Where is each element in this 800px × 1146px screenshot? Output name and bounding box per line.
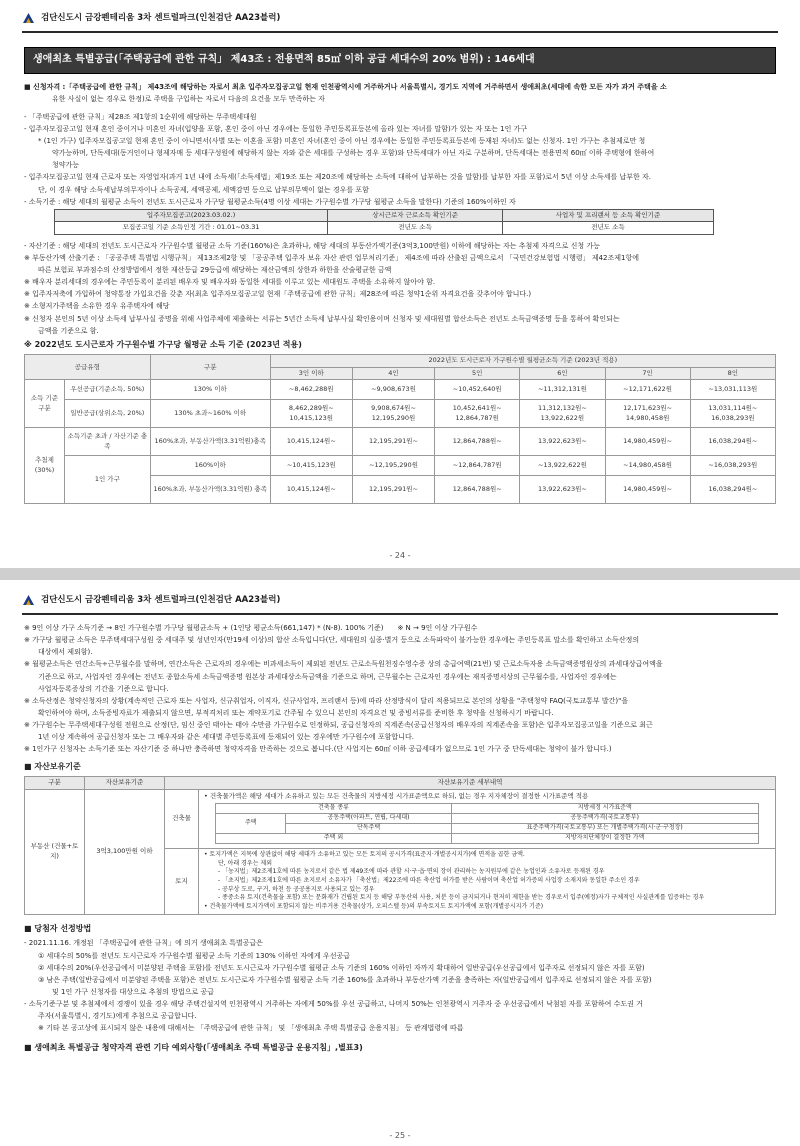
table-header: 3인 이하 [270,367,352,379]
text-line: - 종중소유 토지(건축물을 포함) 또는 문화재가 건립된 토지 등 해당 부동산의 사용, 처분 등이 금지되거나 현저히 제한을 받는 경우로서 입주(예정)자가 구체적인 사실관계를 입증하는 경우 [218,894,705,902]
exception-title: ■ 생애최초 특별공급 청약자격 관련 기타 예외사항(「생애최초 주택 특별공급 운용지침」,별표3) [24,1042,363,1052]
table-cell: 공동주택(아파트, 연립, 다세대) [286,813,451,823]
table-cell: 모집공고일 기준 소득인정 기간 : 01.01~03.31 [55,222,328,234]
table-cell: 부동산 (건물+토지) [25,789,85,914]
table-header: 입주자모집공고(2023.03.02.) [55,209,328,221]
income-standard-table [24,354,776,504]
table-header: 공급유형 [25,355,151,380]
text-line: 사업자등록증상의 기간을 기준으로 합니다. [38,684,169,693]
text-line: 및 1인 가구 신청자를 대상으로 추첨의 방법으로 공급 [52,987,215,996]
page-header [0,590,800,610]
eligibility-text [0,82,800,207]
table-cell: 130% 이하 [150,380,270,400]
text-line: - 「농지법」제2조제1호에 따른 농지로서 같은 법 제49조에 따라 관할 시·구·읍·면의 장이 관리하는 농지원부에 같은 농업인과 소유자로 등재된 경우 [218,868,605,876]
table-cell: 160%초과, 부동산가액(3.31억원)충족 [150,428,270,456]
table-cell: ~12,195,290원 [352,456,434,476]
text-line: 청약가능 [52,161,80,170]
income-period-table [54,209,714,235]
table-header: 구분 [150,355,270,380]
text-line: ※ 소득산정은 청약신청자의 상황(계속적인 근로자 또는 사업자, 신규취업자, 이직자, 신규사업자, 프리랜서 등)에 따라 산정방식이 달리 적용되므로 본인의 상황을 "주택청약 FAQ(국토교통부 발간)"을 [24,696,629,705]
text-line: - 「주택공급에 관한 규칙」제28조 제1항의 1순위에 해당하는 무주택세대원 [24,112,257,121]
table-cell: ~11,312,131원 [520,380,605,400]
text-line: 단, 아래 경우는 제외 [218,859,272,867]
table-cell: ~12,864,787원 [435,456,520,476]
table-header: 2022년도 도시근로자 가구원수별 월평균소득 기준 (2023년 적용) [270,355,775,367]
text-line: ※ 가구원수는 무주택세대구성원 전원으로 산정(단, 임신 중인 태아는 태아 수만큼 가구원수로 인정하되, 공급신청자의 직계존속(공급신청자의 배우자의 직계존속을 포함)은 입주자모집공고일을 기준으로 최근 [24,721,653,730]
text-line: ※ 월평균소득은 연간소득÷근무월수를 말하며, 연간소득은 근로자의 경우에는 비과세소득이 제외된 전년도 근로소득원천징수영수증 상의 총급여액(21번) 및 근로소득자용 소득금액증명원상의 과세대상급여액을 [24,660,663,669]
text-line: ② 세대수의 20%(우선공급에서 미분양된 주택을 포함)를 전년도 도시근로자 가구원수별 월평균 소득 기준의 160% 이하인 자까지 확대하여 일반공급(우선공급에서 입주자로 선정되지 않은 자를 포함) [38,963,645,972]
table-cell: 단독주택 [286,823,451,833]
text-line: ③ 남은 주택(일반공급에서 미분양된 주택을 포함)은 전년도 도시근로자 가구원수별 월평균 소득 기준 160%를 초과하나 부동산가액 기준을 충족하는 자(일반공급에서 입주자로 선정되지 않은 자를 포함) [38,975,652,984]
text-line: - 소득기준 : 해당 세대의 월평균 소득이 전년도 도시근로자 가구당 월평균소득(4명 이상 세대는 가구원수별 가구당 월평균 소득을 말한다) 기준의 160%이하인 자 [24,197,516,206]
text-line: 유한 사실이 없는 경우로 한정)로 주택을 구입하는 자로서 다음의 요건을 모두 만족하는 자 [52,94,325,103]
table-cell: 전년도 소득 [328,222,503,234]
table-cell: 주택 외 [216,833,451,843]
table-cell: 13,922,623원~ [520,476,605,504]
table-cell: 10,415,124원~ [270,428,352,456]
table-row [25,456,776,476]
header-rule [22,613,778,615]
text-line: 따른 보험료 부과점수의 산정방법에서 정한 재산등급 29등급에 해당하는 재산금액의 상한과 하한을 산술평균한 금액 [38,266,392,275]
section-banner: 생애최초 특별공급(「주택공급에 관한 규칙」 제43조 : 전용면적 85㎡ 이하 공급 세대수의 20% 범위) : 146세대 [24,47,776,74]
table-cell: 일반공급(상위소득, 20%) [65,400,151,428]
text-line: ※ 1인가구 신청자는 소득기준 또는 자산기준 중 하나만 충족하면 청약자격을 만족하는 것으로 봅니다.(단 사업지는 60㎡ 이하 공급세대가 없으므로 1인 가구 중 단독세대는 청약이 불가 합니다.) [24,745,612,754]
text-line: ① 세대수의 50%를 전년도 도시근로자 가구원수별 월평균 소득 기준의 130% 이하인 자에게 우선공급 [38,951,350,960]
table-cell: ~10,415,123원 [270,456,352,476]
table-row [25,428,776,456]
page-number: - 25 - [389,1131,411,1141]
table-cell: 14,980,459원~ [605,476,690,504]
table-header: 자산보유기준 [85,777,165,789]
table-cell: ~8,462,288원 [270,380,352,400]
table-header: 구분 [25,777,85,789]
text-line: - 자산기준 : 해당 세대의 전년도 도시근로자 가구원수별 월평균 소득 기준(160%)은 초과하나, 해당 세대의 부동산가액기준(3억3,100만원) 이하에 해당하는 자는 추첨제 자격으로 신청 가능 [24,241,600,250]
table-cell: 소득 기준 구분 [25,380,65,428]
table-cell: 소득기준 초과 / 자산기준 충족 [65,428,151,456]
table-cell: 9,908,674원~ 12,195,290원 [352,400,434,428]
text-line: ※ 9인 이상 가구 소득기준 → 8인 가구원수별 가구당 월평균소득 + (1인당 평균소득(661,147) * (N-8). 100% 기준) ※ N → 9인 이상 가구원수 [24,624,478,632]
text-line: 대상에서 제외함). [38,648,93,657]
text-line: ※ 신청자 본인의 5년 이상 소득세 납부사실 증명을 위해 사업주체에 제출하는 서류는 5년간 소득세 납부사실 확인용이며 신청자 및 세대원별 합산소득은 전년도 소득금액증명 등을 통하여 확인되는 [24,314,620,323]
page-header [0,8,800,28]
table-row [25,789,776,848]
text-line: - 입주자모집공고일 현재 혼인 중이거나 미혼인 자녀(입양을 포함, 혼인 중이 아닌 경우에는 동일한 주민등록표등본에 올라 있는 자녀를 말함)가 있는 자 또는 1인 가구 [24,124,528,133]
text-line: ※ 배우자 분리세대의 경우에는 주민등록이 분리된 배우자 및 배우자와 동일한 세대를 이루고 있는 세대원도 주택을 소유하지 않아야 함. [24,278,436,287]
table-header: 사업자 및 프리랜서 등 소득 확인기준 [502,209,713,221]
text-line: • 건축물가액에 토지가액이 포함되지 않는 비주거용 건축물(상가, 오피스텔 등)의 부속토지도 토지가액에 포함(개별공시지가 기준) [204,903,544,911]
text-line: 주자(서울특별시, 경기도)에게 추첨으로 공급합니다. [38,1012,197,1021]
header-title: 검단신도시 금강펜테리움 3차 센트럴파크(인천검단 AA23블럭) [41,12,281,23]
table-cell: 지방세정 시가표준액 [451,803,758,813]
table-cell: ~9,908,673원 [352,380,434,400]
table-cell: 160%초과, 부동산가액(3.31억원) 충족 [150,476,270,504]
table-cell: 표준주택가격(국토교통부) 또는 개별주택가격(시·군·구청장) [451,823,758,833]
table-cell: 12,195,291원~ [352,476,434,504]
table-cell: 12,864,788원~ [435,428,520,456]
table-cell: 주택 [216,813,286,833]
table-cell: 전년도 소득 [502,222,713,234]
text-line: • 토지가액은 지목에 상관없이 해당 세대가 소유하고 있는 모든 토지의 공시가격(표준지·개별공시지가)에 면적을 곱한 금액. [204,850,525,858]
table-cell: 10,415,124원~ [270,476,352,504]
text-line: ※ 소형저가주택을 소유한 경우 유주택자에 해당 [24,302,170,311]
asset-criteria-text [0,241,800,505]
table-cell: ~12,171,622원 [605,380,690,400]
table-cell: 11,312,132원~ 13,922,622원 [520,400,605,428]
text-line: 금액을 기준으로 함. [38,326,99,335]
text-line: - 2021.11.16. 개정된 「주택공급에 관한 규칙」에 의거 생애최초 특별공급은 [24,939,263,948]
page-24 [0,0,800,568]
text-line: 1년 이상 계속하여 공급신청자 또는 그 배우자와 같은 세대별 주민등록표에 등재되어 있는 경우에만 가구원수에 포함합니다. [38,733,414,742]
table-cell: ~13,031,113원 [690,380,775,400]
table-cell [199,848,776,914]
table-cell: 공동주택가격(국토교통부) [451,813,758,823]
table-cell: 160%이하 [150,456,270,476]
table-header: 7인 [605,367,690,379]
text-line: 단, 이 경우 해당 소득세납부의무자이나 소득공제, 세액공제, 세액감면 등으로 납부의무액이 없는 경우를 포함 [38,185,369,194]
company-logo-icon [22,12,35,24]
table-cell: 14,980,459원~ [605,428,690,456]
text-line: - 소득기준구분 및 추첨제에서 경쟁이 있을 경우 해당 주택건설지역 인천광역시 거주하는 자에게 50%를 우선 공급하고, 나머지 50%는 인천광역시 거주자 중 우선공급에서 낙첨된 자를 포함하여 수도권 거 [24,1000,643,1009]
table-cell: 1인 가구 [65,456,151,504]
table-cell: 3억3,100만원 이하 [85,789,165,914]
table-cell: 건축물 종류 [216,803,451,813]
page-25 [0,580,800,1146]
table-cell: ~10,452,640원 [435,380,520,400]
table-cell: 16,038,294원~ [690,476,775,504]
text-line: - 「초지법」제2조제1호에 따른 초지로서 소유자가 「축산법」제22조에 따른 축산업 허가를 받은 사람이며 축산업 허가증의 사업장 소재지와 동일한 주소인 경우 [218,877,640,885]
section-title: ※ 2022년도 도시근로자 가구원수별 가구당 월평균 소득 기준 (2023년 적용) [24,339,302,349]
text-line: 기준으로 하고, 사업자인 경우에는 전년도 종합소득세 소득금액증명 원본상 과세대상소득금액을 기준으로 하며, 근무월수는 근로자인 경우에는 재직증명서상의 근무월수를, 사업자인 경우에는 [38,672,617,681]
asset-section-title: ■ 자산보유기준 [24,761,81,771]
table-cell: 12,171,623원~ 14,980,458원 [605,400,690,428]
table-cell [199,789,776,848]
table-cell: 우선공급(기준소득, 50%) [65,380,151,400]
text-line: ※ 기타 본 공고상에 표시되지 않은 내용에 대해서는 「주택공급에 관한 규칙」 및 「생애최초 주택 특별공급 운용지침」 등 관계법령에 따름 [38,1024,464,1033]
table-cell: ~14,980,458원 [605,456,690,476]
building-value-table [215,803,758,844]
table-cell: ~13,922,622원 [520,456,605,476]
table-cell: 8,462,289원~ 10,415,123원 [270,400,352,428]
table-cell: 12,195,291원~ [352,428,434,456]
table-header: 8인 [690,367,775,379]
text-line: - 공부상 도로, 구거, 하천 등 공공용지로 사용되고 있는 경우 [218,885,375,893]
asset-standard-table [24,776,776,915]
header-title: 검단신도시 금강펜테리움 3차 센트럴파크(인천검단 AA23블럭) [41,594,281,605]
table-row [25,400,776,428]
page-number: - 24 - [389,551,411,561]
text-line: * (1인 가구) 입주자모집공고일 현재 혼인 중이 아니면서(사별 또는 이혼을 포함) 미혼인 자녀(혼인 중이 아닌 경우에는 동일한 주민등록표등본에 등재된 자녀)도 없는 신청자. 1인 가구는 추첨제로만 청 [38,137,646,146]
table-header: 5인 [435,367,520,379]
text-line: 약가능하며, 단독세대(동거인이나 형제자매 등 세대구성원에 해당하지 않는 자와 같은 세대를 구성하는 경우 포함)와 단독세대가 아닌 자로 구분하며, 단독세대는 전용면적 60㎡ 이하 주택형에 한하여 [52,149,655,158]
table-cell: 12,864,788원~ [435,476,520,504]
text-line: - 입주자모집공고일 현재 근로자 또는 자영업자(과거 1년 내에 소득세(「소득세법」제19조 또는 제20조에 해당하는 소득에 대하여 납부하는 것을 말함)를 납부한 자를 포함)로서 5년 이상 소득세를 납부한 자. [24,173,651,182]
table-header: 6인 [520,367,605,379]
table-cell: ~16,038,293원 [690,456,775,476]
table-header: 자산보유기준 세부내역 [165,777,776,789]
text-line: • 건축물가액은 해당 세대가 소유하고 있는 모든 건축물의 지방세정 시가표준액으로 하되, 없는 경우 지자체장이 결정한 시가표준액 적용 [204,791,589,800]
income-notes [0,623,800,1053]
text-line: ※ 가구당 월평균 소득은 무주택세대구성원 중 세대주 및 성년인자(만19세 이상)의 합산 소득입니다(단, 세대원의 실종·별거 등으로 소득파악이 불가능한 경우에는 주민등록표 말소를 확인하고 소득산정의 [24,636,640,645]
table-cell: 건축물 [165,789,199,848]
table-cell: 13,031,114원~ 16,038,293원 [690,400,775,428]
text-line: 확인하여야 하며, 소득증빙자료가 제출되지 않으면, 부적격처리 또는 계약포기로 간주될 수 있으니 본인의 자격요건 및 증빙서류를 준비한 후 청약을 신청하시기 바랍니다. [38,708,554,717]
company-logo-icon [22,594,35,606]
header-rule [22,31,778,33]
table-cell: 130% 초과~160% 이하 [150,400,270,428]
table-cell: 토지 [165,848,199,914]
table-cell: 13,922,623원~ [520,428,605,456]
text-line: ※ 부동산가액 산출기준 : 「공공주택 특별법 시행규칙」 제13조제2항 및 「공공주택 입주자 보유 자산 관련 업무처리기준」 제4조에 따라 산출된 금액으로서 「국민건강보험법 시행령」 제42조제1항에 [24,253,639,262]
selection-section-title: ■ 당첨자 선정방법 [24,923,92,933]
table-cell: 지방자치단체장이 결정한 가액 [451,833,758,843]
table-cell: 10,452,641원~ 12,864,787원 [435,400,520,428]
table-row [25,380,776,400]
text-line: ■ 신청자격 :「주택공급에 관한 규칙」 제43조에 해당하는 자로서 최초 입주자모집공고일 현재 인천광역시에 거주하거나 서울특별시, 경기도 지역에 거주하면서 생애최초(세대에 속한 모든 자가 과거 주택을 소 [24,82,667,91]
text-line: ※ 입주자저축에 가입하여 청약통장 가입요건을 갖춘 자(최초 입주자모집공고일 현재「주택공급에 관한 규칙」제28조에 따른 청약1순위 자격요건을 갖추어야 합니다.) [24,290,532,299]
table-header: 상시근로자 근로소득 확인기준 [328,209,503,221]
table-cell: 16,038,294원~ [690,428,775,456]
table-cell: 추첨제 (30%) [25,428,65,504]
table-header: 4인 [352,367,434,379]
